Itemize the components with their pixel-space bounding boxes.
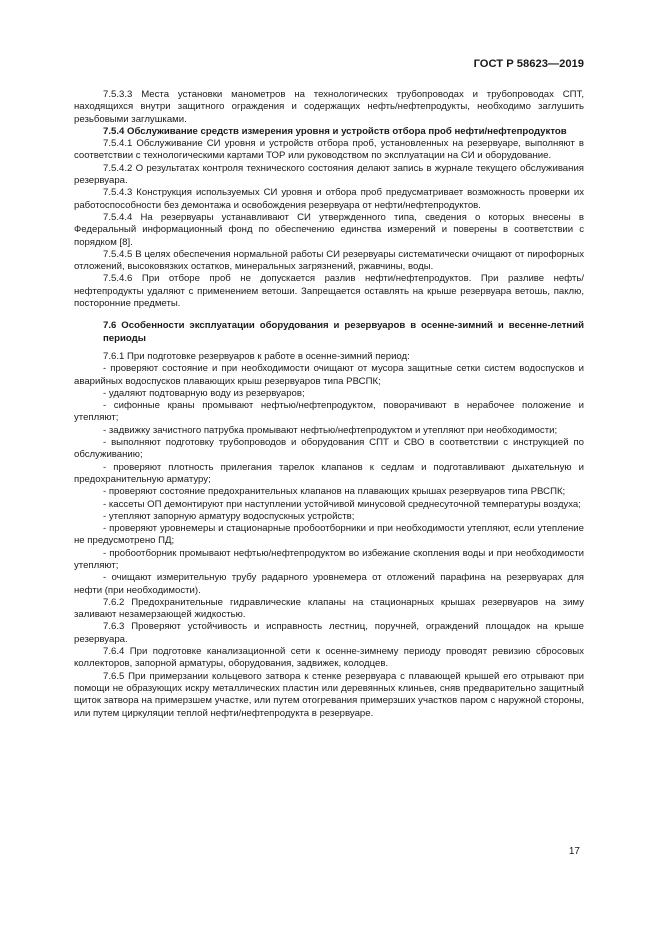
paragraph: 7.5.4.4 На резервуары устанавливают СИ утвержденного типа, сведения о которых внесены в Федеральный информационный фонд по обеспечению единства измерений и поверены в соответствии с порядком [8].	[74, 211, 584, 248]
subsection-heading: 7.5.4 Обслуживание средств измерения уровня и устройств отбора проб нефти/нефтепродуктов	[103, 125, 567, 137]
paragraph: 7.5.4.2 О результатах контроля технического состояния делают запись в журнале текущего обслуживания резервуара.	[74, 162, 584, 187]
paragraph: - пробоотборник промывают нефтью/нефтепродуктом во избежание скопления воды и при необходимости утепляют;	[74, 547, 584, 571]
paragraph: - проверяют плотность прилегания тарелок клапанов к седлам и подготавливают дыхательную и предохранительную арматуру;	[74, 461, 584, 485]
paragraph: - сифонные краны промывают нефтью/нефтепродуктом, поворачивают в нерабочее положение и утепляют;	[74, 400, 584, 424]
paragraph: 7.5.4.1 Обслуживание СИ уровня и устройств отбора проб, установленных на резервуаре, выполняют в соответствии с технологическими картами ТОР или руководством по эксплуатации на СИ и оборудование.	[74, 138, 584, 162]
standard-header: ГОСТ Р 58623—2019	[473, 58, 584, 70]
paragraph: - задвижку зачистного патрубка промывают нефтью/нефтепродуктом и утепляют при необходимости;	[103, 424, 558, 436]
paragraph: - проверяют уровнемеры и стационарные пробоотборники и при необходимости утепляют, если утепление не предусмотрено ПД;	[74, 523, 584, 547]
paragraph: 7.6.5 При примерзании кольцевого затвора к стенке резервуара с плавающей крышей его отрывают при помощи не образующих искру металлических пластин или деревянных клиньев, сняв предварительно защитный щиток затвора на примерзшем участке, или путем отогревания примерзших участков паром с наружной стороны, или путем циркуляции теплой нефти/нефтепродукта в резервуаре.	[74, 670, 584, 719]
paragraph: 7.6.1 При подготовке резервуаров к работе в осенне-зимний период:	[103, 350, 410, 362]
paragraph: - утепляют запорную арматуру водоспускных устройств;	[103, 510, 355, 522]
paragraph: 7.5.3.3 Места установки манометров на технологических трубопроводах и трубопроводах СПТ, находящихся внутри защитного ограждения и содержащих нефть/нефтепродукты, необходимо заглушить резьбовыми заглушками.	[74, 89, 584, 125]
page-number: 17	[568, 846, 580, 857]
document-body	[74, 89, 584, 720]
paragraph: 7.6.2 Предохранительные гидравлические клапаны на стационарных крышах резервуаров на зиму заливают незамерзающей жидкостью.	[74, 596, 584, 621]
paragraph: 7.5.4.3 Конструкция используемых СИ уровня и отбора проб предусматривает возможность проверки их работоспособности без демонтажа и освобождения резервуара от нефти/нефтепродуктов.	[74, 187, 584, 211]
paragraph: - удаляют подтоварную воду из резервуаров;	[103, 387, 305, 399]
paragraph: - проверяют состояние и при необходимости очищают от мусора защитные сетки систем водоспусков и аварийных водоспусков плавающих крыш резервуаров типа РВСПК;	[74, 363, 584, 387]
paragraph: 7.6.3 Проверяют устойчивость и исправность лестниц, поручней, ограждений площадок на крыше резервуара.	[74, 621, 584, 645]
paragraph: 7.5.4.5 В целях обеспечения нормальной работы СИ резервуары систематически очищают от пирофорных отложений, высоковязких остатков, минеральных загрязнений, ржавчины, воды.	[74, 248, 584, 273]
section-heading: 7.6 Особенности эксплуатации оборудования и резервуаров в осенне-зимний и весенне-летний периоды	[103, 320, 584, 344]
paragraph: - выполняют подготовку трубопроводов и оборудования СПТ и СВО в соответствии с инструкцией по обслуживанию;	[74, 437, 584, 461]
paragraph: 7.5.4.6 При отборе проб не допускается разлив нефти/нефтепродуктов. При разливе нефть/нефтепродукты удаляют с применением ветоши. Запрещается оставлять на крыше резервуара ветошь, паклю, посторонние предметы.	[74, 273, 584, 310]
paragraph: - очищают измерительную трубу радарного уровнемера от отложений парафина на резервуарах для нефти (при необходимости).	[74, 572, 584, 596]
paragraph: - проверяют состояние предохранительных клапанов на плавающих крышах резервуаров типа РВСПК;	[103, 486, 566, 498]
paragraph: - кассеты ОП демонтируют при наступлении устойчивой минусовой среднесуточной температуры воздуха;	[103, 498, 581, 510]
paragraph: 7.6.4 При подготовке канализационной сети к осенне-зимнему периоду проводят ревизию сбросовых коллекторов, запорной арматуры, оборудования, задвижек, колодцев.	[74, 646, 584, 670]
